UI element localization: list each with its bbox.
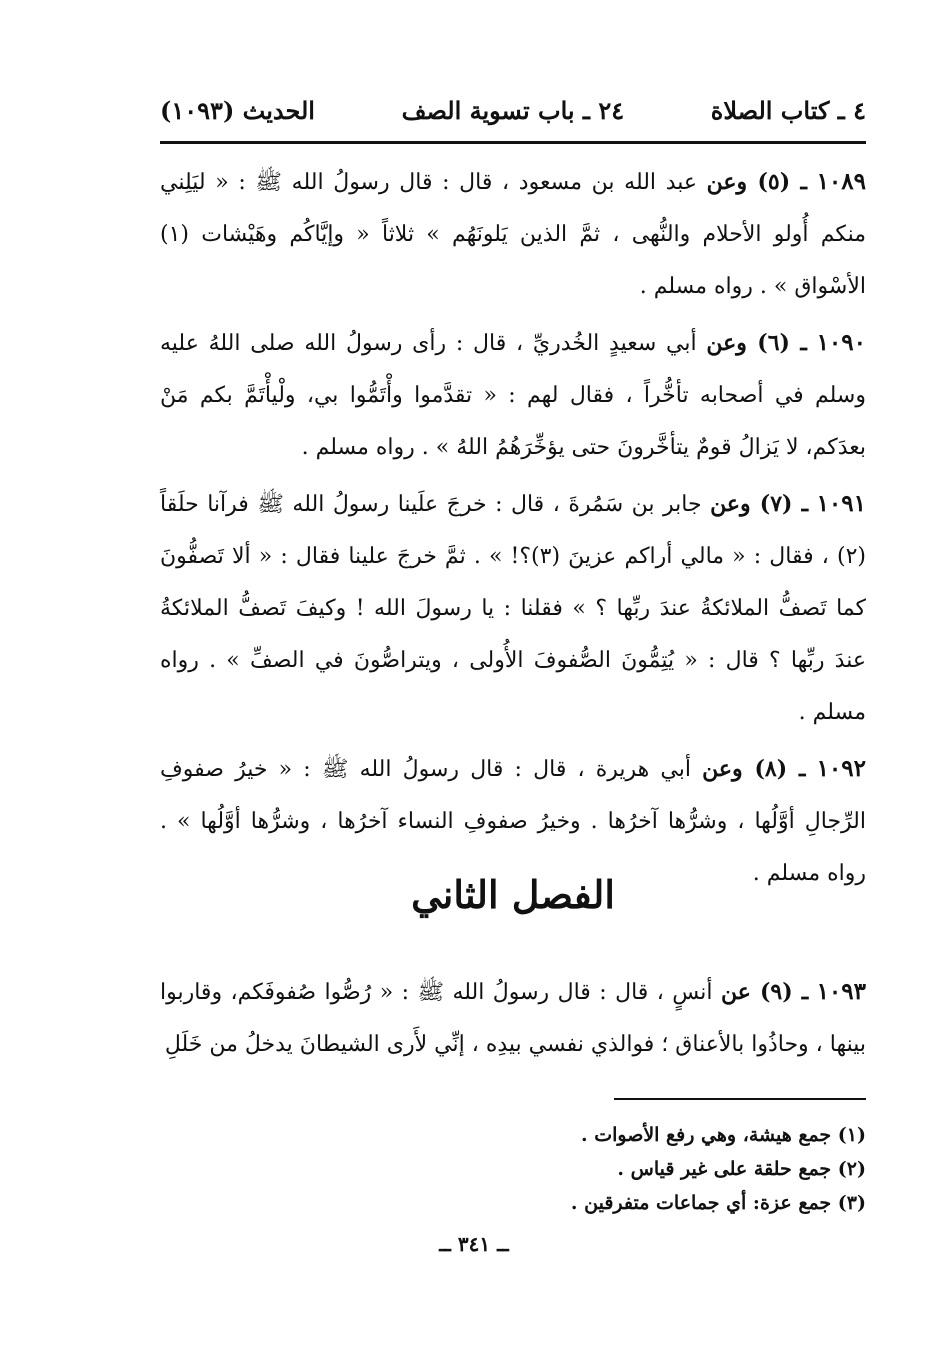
- hadith-1090: [160, 317, 866, 474]
- hadith-number: ١٠٩٠: [816, 329, 866, 356]
- hadith-lead: ـ (٨) وعن: [702, 756, 806, 782]
- hadith-text: عبد الله بن مسعود ، قال : قال رسولُ الله ﷺ : « ليَلِني منكم أُولو الأحلام والنُّهى ، ثمَّ الذين يَلونَهُم » ثلاثاً « وإيَّاكُم وهَيْشات (١) الأسْواق » . رواه مسلم .: [160, 170, 866, 299]
- hadith-lead: ـ (٥) وعن: [706, 169, 807, 195]
- hadith-number: ١٠٩١: [816, 490, 866, 517]
- hadith-1091: [160, 478, 866, 739]
- hadith-lead: ـ (٧) وعن: [710, 491, 809, 517]
- hadith-text: أنسٍ ، قال : قال رسولُ الله ﷺ : « رُصُّوا صُفوفَكم، وقاربوا بينها ، وحاذُوا بالأعناق ؛ فوالذي نفسي بيدِه ، إنِّي لأَرى الشيطانَ يدخلُ من خَلَلِ: [160, 980, 866, 1057]
- hadith-1089: [160, 156, 866, 313]
- footnote-2: (٢) جمع حلقة على غير قياس .: [617, 1158, 866, 1180]
- header-rule: [160, 141, 866, 144]
- hadith-list: [160, 156, 866, 904]
- hadith-number: ١٠٩٢: [816, 755, 866, 782]
- footnote-rule: [614, 1098, 866, 1100]
- page-number: ــ ٣٤١ ــ: [439, 1232, 509, 1256]
- footnote-1: (١) جمع هيشة، وهي رفع الأصوات .: [580, 1124, 866, 1146]
- running-header: [160, 88, 866, 132]
- hadith-number: ١٠٩٣: [816, 978, 866, 1005]
- footnotes: [460, 1118, 866, 1220]
- hadith-text: جابر بن سَمُرةَ ، قال : خرجَ علَينا رسولُ الله ﷺ فرآنا حلَقاً (٢) ، فقال : « مالي أراكم عزينَ (٣)؟! » . ثمَّ خرجَ علينا فقال : « ألا تَصفُّونَ كما تَصفُّ الملائكةُ عندَ ربِّها ؟ » فقلنا : يا رسولَ الله ! وكيفَ تَصفُّ الملائكةُ عندَ ربِّها ؟ قال : « يُتِمُّونَ الصُّفوفَ الأُولى ، ويتراصُّونَ في الصفِّ » . رواه مسلم .: [160, 492, 867, 725]
- hadith-text: أبي سعيدٍ الخُدريِّ ، قال : رأى رسولُ الله صلى اللهُ عليه وسلم في أصحابه تأخُّراً ، فقال لهم : « تقدَّموا وأْتَمُّوا بي، ولْيأْتَمَّ بكم مَنْ بعدَكم، لا يَزالُ قومٌ يتأخَّرونَ حتى يؤخِّرَهُمُ اللهُ » . رواه مسلم .: [160, 331, 866, 460]
- hadith-lead: ـ (٩) عن: [720, 979, 809, 1005]
- hadith-1093: [160, 966, 866, 1071]
- header-hadith-range: الحديث (١٠٩٣): [160, 95, 315, 125]
- hadith-number: ١٠٨٩: [816, 168, 866, 195]
- hadith-list-2: [160, 966, 866, 1075]
- hadith-lead: ـ (٦) وعن: [706, 330, 807, 356]
- footnote-3: (٣) جمع عزة: أي جماعات متفرقين .: [570, 1192, 866, 1214]
- section-title: الفصل الثاني: [411, 872, 615, 917]
- header-book-title: ٤ ـ كتاب الصلاة: [710, 95, 866, 125]
- header-chapter-title: ٢٤ ـ باب تسوية الصف: [401, 95, 625, 125]
- hadith-text: أبي هريرة ، قال : قال رسولُ الله ﷺ : « خيرُ صفوفِ الرِّجالِ أوَّلُها ، وشرُّها آخرُها . وخيرُ صفوفِ النساء آخرُها ، وشرُّها أوَّلُها » . رواه مسلم .: [160, 757, 866, 886]
